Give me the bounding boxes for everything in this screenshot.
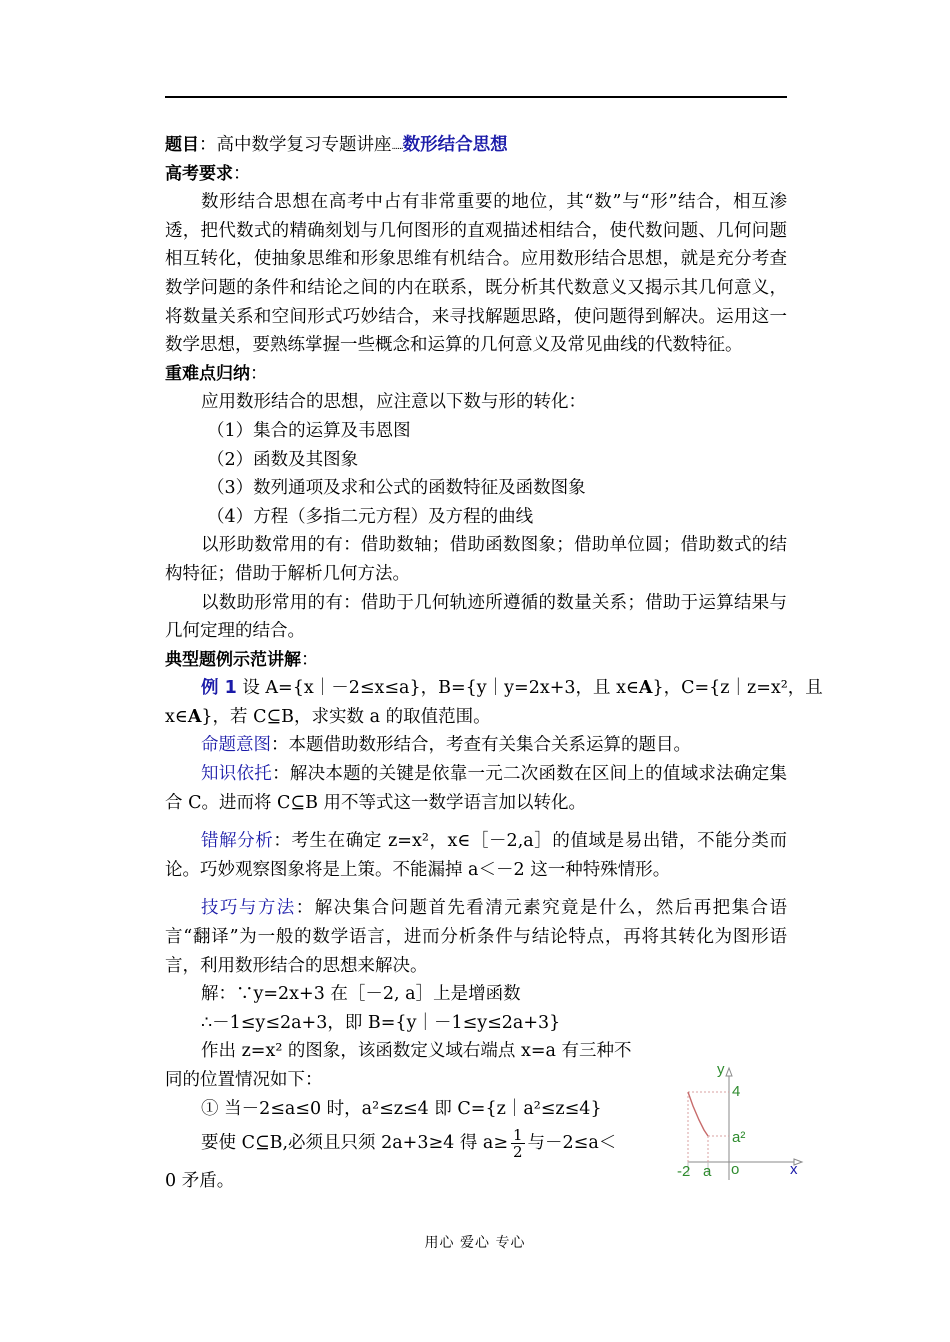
shape-helps-number-paragraph: 以形助数常用的有：借助数轴；借助函数图象；借助单位圆；借助数式的结构特征；借助于解析几何方法。 xyxy=(165,535,787,584)
technique-paragraph: 技巧与方法：解决集合问题首先看清元素究竟是什么，然后再把集合语言“翻译”为一般的数学语言，进而分析条件与结论特点，再将其转化为图形语言，利用数形结合的思想来解决。 xyxy=(165,898,787,976)
knowledge-label: 知识依托 xyxy=(201,764,273,785)
section-heading-key-points: 重难点归纳： xyxy=(165,363,268,384)
number-helps-shape-paragraph: 以数助形常用的有：借助于几何轨迹所遵循的数量关系；借助于运算结果与几何定理的结合。 xyxy=(165,592,787,642)
solution-line-3: 作出 z=x² 的图象，该函数定义域右端点 x=a 有三种不 xyxy=(201,1041,632,1062)
page-footer: 用心 爱心 专心 xyxy=(424,1235,526,1251)
solution-line-2: ∴－1≤y≤2a+3，即 B={y｜－1≤y≤2a+3} xyxy=(201,1012,561,1033)
fraction-one-half: $\frac{1}{2}$ xyxy=(512,1126,523,1162)
solution-line-1: 解：∵y=2x+3 在［－2, a］上是增函数 xyxy=(201,984,521,1005)
title-dots: ...... xyxy=(391,142,403,152)
section-heading-examples: 典型题例示范讲解： xyxy=(165,649,319,670)
list-item: （2）函数及其图象 xyxy=(207,449,359,470)
list-item: （1）集合的运算及韦恩图 xyxy=(207,420,411,441)
key-points-intro: 应用数形结合的思想，应注意以下数与形的转化： xyxy=(201,392,586,413)
section-heading-requirements: 高考要求： xyxy=(165,163,251,184)
label-a-squared: a² xyxy=(732,1129,746,1146)
y-axis-arrow-icon xyxy=(726,1068,732,1076)
solution-line-5: ① 当－2≤a≤0 时，a²≤z≤4 即 C={z｜a²≤z≤4} xyxy=(201,1098,602,1119)
technique-label: 技巧与方法 xyxy=(201,898,296,919)
example-1-line-1: 例 1 设 A={x｜－2≤x≤a}，B={y｜y=2x+3，且 x∈A}，C={z｜z=x²，且 xyxy=(201,678,823,699)
knowledge-paragraph: 知识依托：解决本题的关键是依靠一元二次函数在区间上的值域求法确定集合 C。进而将 C⊆B 用不等式这一数学语言加以转化。 xyxy=(165,764,787,813)
solution-line-4: 同的位置情况如下： xyxy=(165,1070,323,1090)
parabola-sketch xyxy=(672,1058,812,1183)
list-item: （4）方程（多指二元方程）及方程的曲线 xyxy=(207,506,534,527)
label-x: x xyxy=(790,1161,798,1178)
requirements-paragraph: 数形结合思想在高考中占有非常重要的地位，其“数”与“形”结合，相互渗透，把代数式的精确刻划与几何图形的直观描述相结合，使代数问题、几何问题相互转化，使抽象思维和形象思维有机结合。应用数形结合思想，就是充分考查数学问题的条件和结论之间的内在联系，既分析其代数意义又揭示其几何意义，将数量关系和空间形式巧妙结合，来寻找解题思路，使问题得到解决。运用这一数学思想，要熟练掌握一些概念和运算的几何意义及常见曲线的代数特征。 xyxy=(165,192,787,356)
list-item: （3）数列通项及求和公式的函数特征及函数图象 xyxy=(207,478,586,499)
label-4: 4 xyxy=(732,1083,741,1100)
example-label: 例 1 xyxy=(201,678,237,699)
title-label: 题目 xyxy=(165,135,199,155)
label-a: a xyxy=(703,1163,712,1180)
document-body xyxy=(165,131,823,1196)
solution-line-7: 0 矛盾。 xyxy=(165,1171,235,1192)
error-analysis-paragraph: 错解分析：考生在确定 z=x²，x∈［－2,a］的值域是易出错，不能分类而论。巧妙观察图象将是上策。不能漏掉 a＜－2 这一种特殊情形。 xyxy=(165,831,787,880)
label-y: y xyxy=(717,1061,725,1078)
document-title: 题目：高中数学复习专题讲座......数形结合思想 xyxy=(165,135,508,155)
title-text: 高中数学复习专题讲座 xyxy=(216,135,392,155)
title-topic: 数形结合思想 xyxy=(402,135,508,155)
curve-z-equals-x-squared xyxy=(688,1092,708,1136)
label-origin: o xyxy=(731,1161,740,1178)
header-rule xyxy=(165,96,787,98)
solution-line-6: 要使 C⊆B,必须且只须 2a+3≥4 得 a≥ $\frac{1}{2}$ 与－2≤a＜ xyxy=(201,1126,617,1162)
intent-label: 命题意图 xyxy=(201,735,271,756)
intent-line: 命题意图：本题借助数形结合，考查有关集合关系运算的题目。 xyxy=(201,735,691,756)
error-label: 错解分析 xyxy=(201,831,274,852)
label-neg2: -2 xyxy=(677,1163,691,1180)
example-1-line-2: x∈A}，若 C⊆B，求实数 a 的取值范围。 xyxy=(165,706,491,727)
